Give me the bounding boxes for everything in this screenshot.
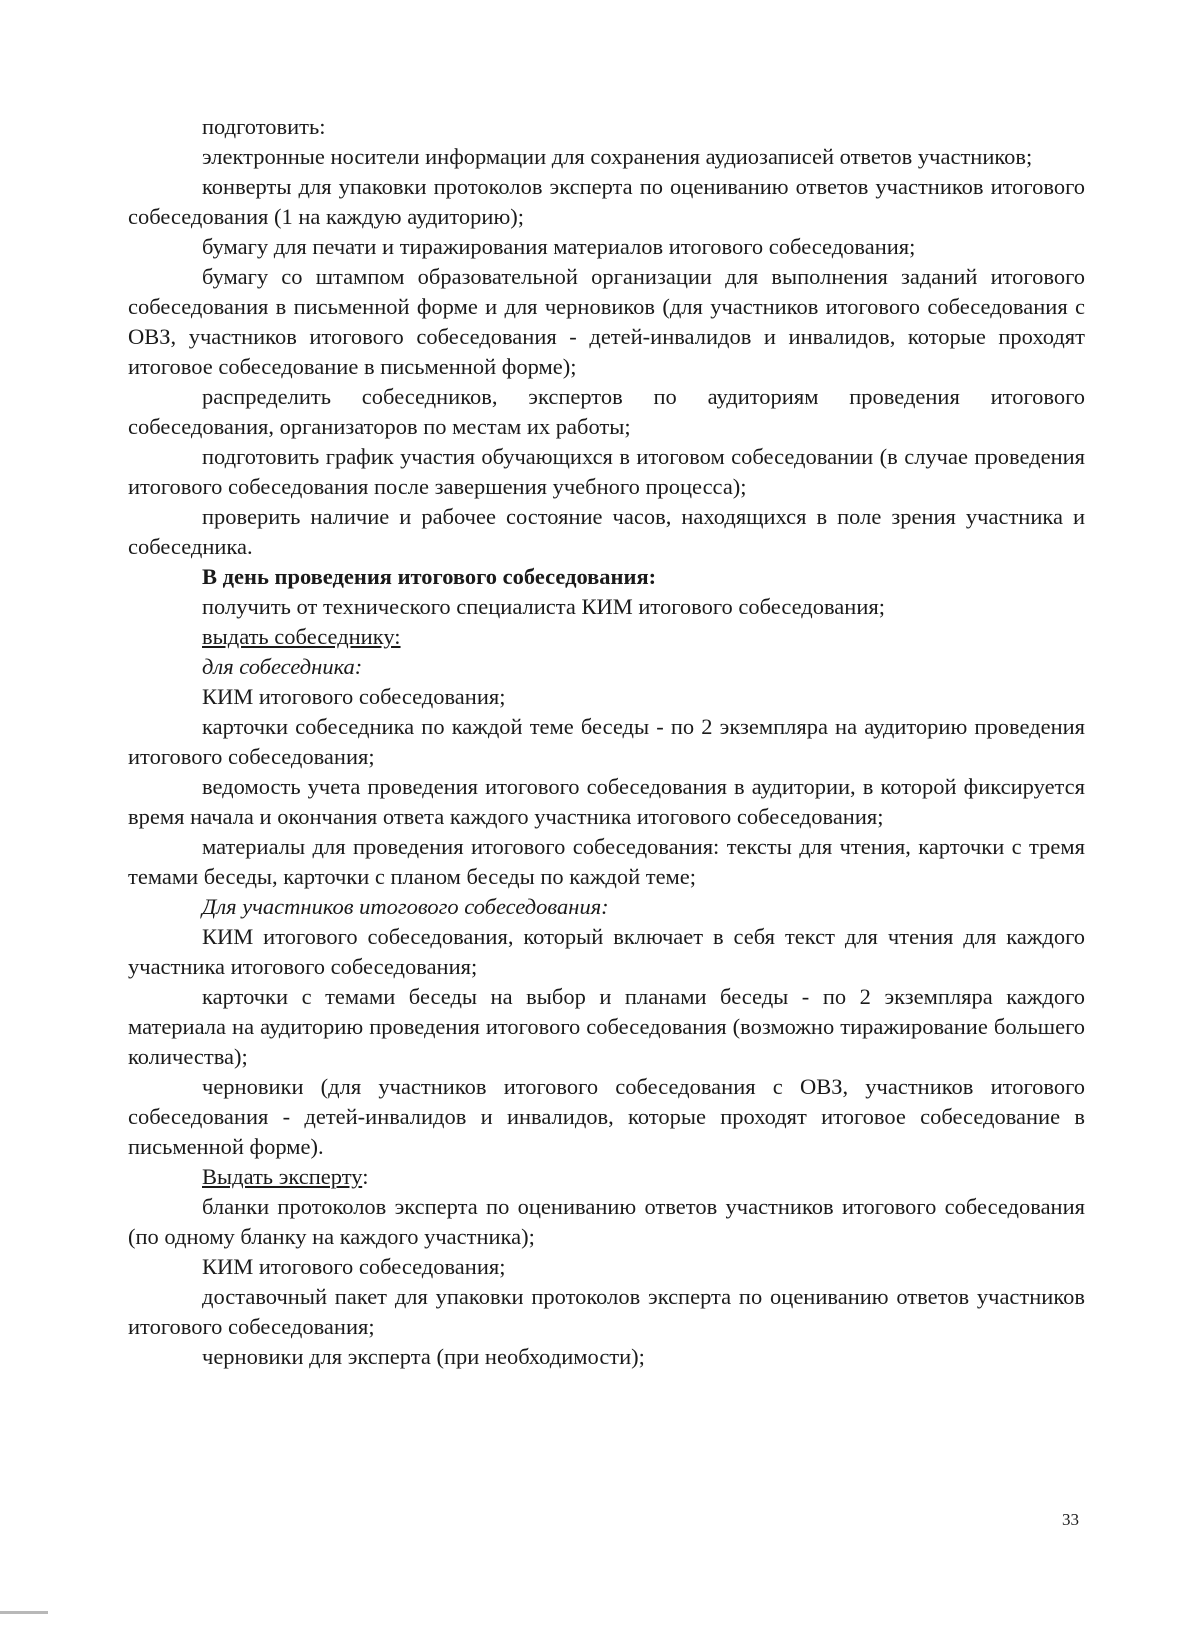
paragraph-interlocutor-cards: карточки собеседника по каждой теме беседы - по 2 экземпляра на аудиторию проведения итогового собеседования;: [128, 714, 1085, 769]
issue-interlocutor-label: выдать собеседнику:: [202, 624, 401, 649]
paragraph-materials: материалы для проведения итогового собеседования: тексты для чтения, карточки с тремя темами беседы, карточки с планом беседы по каждой теме;: [128, 834, 1085, 889]
paragraph-paper-printing: бумагу для печати и тиражирования материалов итогового собеседования;: [202, 234, 916, 259]
paragraph-check-clocks: проверить наличие и рабочее состояние часов, находящихся в поле зрения участника и собеседника.: [128, 504, 1085, 559]
paragraph-delivery-package: доставочный пакет для упаковки протоколов эксперта по оцениванию ответов участников итогового собеседования;: [128, 1284, 1085, 1339]
issue-expert-label: Выдать эксперту: [202, 1164, 363, 1189]
paragraph-envelopes: конверты для упаковки протоколов эксперта по оцениванию ответов участников итогового собеседования (1 на каждую аудиторию);: [128, 174, 1085, 229]
subheading-for-interlocutor: для собеседника:: [202, 654, 363, 679]
paragraph-receive-kim: получить от технического специалиста КИМ итогового собеседования;: [202, 594, 885, 619]
section-heading-exam-day: В день проведения итогового собеседования:: [202, 564, 657, 589]
document-body: [128, 112, 1085, 1372]
scan-edge-mark: [0, 1611, 48, 1614]
subheading-for-participants: Для участников итогового собеседования:: [202, 894, 609, 919]
paragraph-kim-participants: КИМ итогового собеседования, который включает в себя текст для чтения для каждого участника итогового собеседования;: [128, 924, 1085, 979]
paragraph-drafts-expert: черновики для эксперта (при необходимости);: [202, 1344, 645, 1369]
paragraph-issue-expert: [128, 1162, 1085, 1192]
page-number: 33: [1062, 1510, 1079, 1529]
issue-expert-colon: :: [362, 1164, 369, 1189]
paragraph-kim-interlocutor: КИМ итогового собеседования;: [202, 684, 506, 709]
paragraph-drafts-participants: черновики (для участников итогового собеседования с ОВЗ, участников итогового собеседования - детей-инвалидов и инвалидов, которые проходят итоговое собеседование в письменной форме).: [128, 1074, 1085, 1159]
paragraph-prepare-heading: подготовить:: [202, 114, 326, 139]
paragraph-distribute-staff: распределить собеседников, экспертов по аудиториям проведения итогового собеседования, организаторов по местам их работы;: [128, 384, 1085, 439]
paragraph-attendance-sheet: ведомость учета проведения итогового собеседования в аудитории, в которой фиксируется время начала и окончания ответа каждого участника итогового собеседования;: [128, 774, 1085, 829]
paragraph-electronic-media: электронные носители информации для сохранения аудиозаписей ответов участников;: [202, 144, 1033, 169]
paragraph-issue-interlocutor: [128, 622, 1085, 652]
paragraph-kim-expert: КИМ итогового собеседования;: [202, 1254, 506, 1279]
paragraph-stamped-paper: бумагу со штампом образовательной организации для выполнения заданий итогового собеседования в письменной форме и для черновиков (для участников итогового собеседования с ОВЗ, участников итогового собеседования - детей-инвалидов и инвалидов, которые проходят итоговое собеседование в письменной форме);: [128, 264, 1085, 379]
paragraph-protocol-forms: бланки протоколов эксперта по оцениванию ответов участников итогового собеседования (по одному бланку на каждого участника);: [128, 1194, 1085, 1249]
paragraph-topic-cards: карточки с темами беседы на выбор и планами беседы - по 2 экземпляра каждого материала на аудиторию проведения итогового собеседования (возможно тиражирование большего количества);: [128, 984, 1085, 1069]
paragraph-schedule: подготовить график участия обучающихся в итоговом собеседовании (в случае проведения итогового собеседования после завершения учебного процесса);: [128, 444, 1085, 499]
